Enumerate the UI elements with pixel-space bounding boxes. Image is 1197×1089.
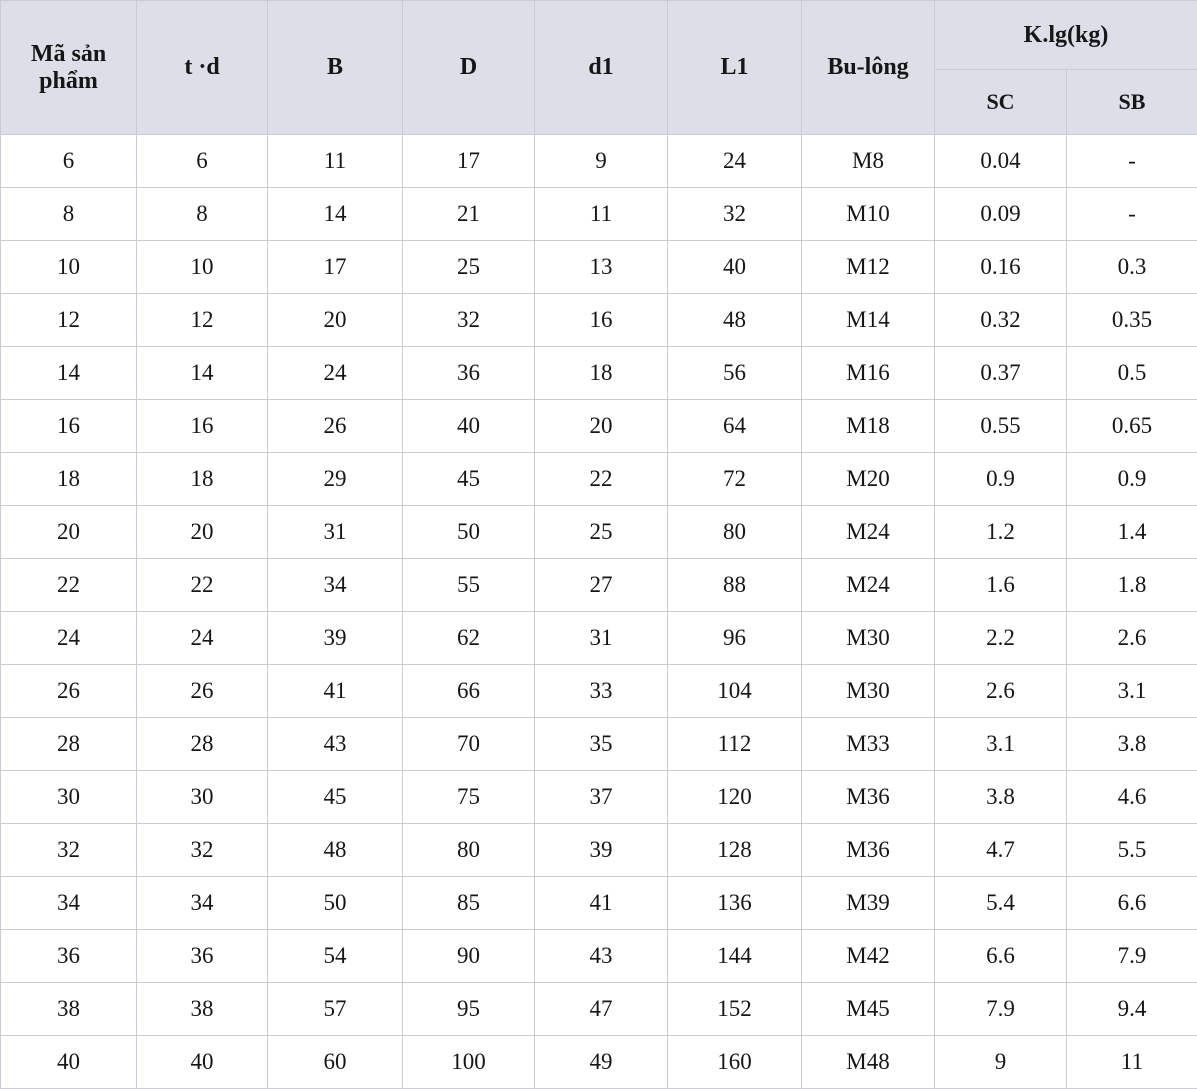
table-row bbox=[1, 188, 1197, 241]
table-cell: 37 bbox=[535, 771, 668, 824]
table-cell: 11 bbox=[535, 188, 668, 241]
table-cell: 32 bbox=[668, 188, 802, 241]
table-cell: 57 bbox=[268, 983, 403, 1036]
table-cell: 48 bbox=[668, 294, 802, 347]
table-cell: 62 bbox=[403, 612, 535, 665]
table-cell: 26 bbox=[137, 665, 268, 718]
table-cell: 75 bbox=[403, 771, 535, 824]
table-cell: M8 bbox=[802, 135, 935, 188]
table-cell: 0.09 bbox=[935, 188, 1067, 241]
table-cell: M24 bbox=[802, 506, 935, 559]
table-cell: 11 bbox=[268, 135, 403, 188]
table-cell: 49 bbox=[535, 1036, 668, 1089]
table-cell: M48 bbox=[802, 1036, 935, 1089]
table-cell: 21 bbox=[403, 188, 535, 241]
table-cell: 80 bbox=[403, 824, 535, 877]
table-cell: 160 bbox=[668, 1036, 802, 1089]
table-cell: 104 bbox=[668, 665, 802, 718]
column-header-b: B bbox=[268, 1, 403, 135]
table-row bbox=[1, 294, 1197, 347]
table-cell: M16 bbox=[802, 347, 935, 400]
table-cell: 3.1 bbox=[935, 718, 1067, 771]
table-cell: 0.9 bbox=[935, 453, 1067, 506]
table-cell: 9 bbox=[935, 1036, 1067, 1089]
table-row bbox=[1, 718, 1197, 771]
table-cell: 70 bbox=[403, 718, 535, 771]
table-cell: 40 bbox=[668, 241, 802, 294]
table-cell: 56 bbox=[668, 347, 802, 400]
table-cell: 40 bbox=[137, 1036, 268, 1089]
table-cell: M39 bbox=[802, 877, 935, 930]
table-cell: 112 bbox=[668, 718, 802, 771]
table-cell: 6 bbox=[1, 135, 137, 188]
table-cell: M20 bbox=[802, 453, 935, 506]
table-cell: 0.16 bbox=[935, 241, 1067, 294]
table-cell: 6.6 bbox=[935, 930, 1067, 983]
table-cell: M30 bbox=[802, 612, 935, 665]
table-row bbox=[1, 135, 1197, 188]
table-cell: 25 bbox=[403, 241, 535, 294]
table-cell: 2.6 bbox=[935, 665, 1067, 718]
table-cell: 30 bbox=[137, 771, 268, 824]
table-cell: 36 bbox=[1, 930, 137, 983]
table-cell: 18 bbox=[137, 453, 268, 506]
column-header-l1: L1 bbox=[668, 1, 802, 135]
table-cell: 7.9 bbox=[935, 983, 1067, 1036]
table-cell: 80 bbox=[668, 506, 802, 559]
table-cell: 39 bbox=[268, 612, 403, 665]
table-cell: 18 bbox=[1, 453, 137, 506]
table-cell: 26 bbox=[268, 400, 403, 453]
table-cell: 22 bbox=[137, 559, 268, 612]
table-cell: 0.32 bbox=[935, 294, 1067, 347]
table-cell: 50 bbox=[268, 877, 403, 930]
table-cell: 30 bbox=[1, 771, 137, 824]
table-cell: 43 bbox=[535, 930, 668, 983]
table-cell: 14 bbox=[1, 347, 137, 400]
table-cell: 0.3 bbox=[1067, 241, 1197, 294]
table-cell: 4.6 bbox=[1067, 771, 1197, 824]
table-cell: 20 bbox=[137, 506, 268, 559]
table-cell: 17 bbox=[403, 135, 535, 188]
table-cell: 45 bbox=[268, 771, 403, 824]
table-cell: 34 bbox=[268, 559, 403, 612]
table-cell: M12 bbox=[802, 241, 935, 294]
table-cell: M36 bbox=[802, 824, 935, 877]
table-cell: 1.2 bbox=[935, 506, 1067, 559]
table-cell: 41 bbox=[535, 877, 668, 930]
table-cell: 0.35 bbox=[1067, 294, 1197, 347]
table-cell: 22 bbox=[1, 559, 137, 612]
table-cell: 22 bbox=[535, 453, 668, 506]
table-cell: 2.6 bbox=[1067, 612, 1197, 665]
column-header-ma-san-pham: Mã sản phẩm bbox=[1, 1, 137, 135]
table-cell: 48 bbox=[268, 824, 403, 877]
table-cell: 55 bbox=[403, 559, 535, 612]
table-row bbox=[1, 241, 1197, 294]
table-cell: 95 bbox=[403, 983, 535, 1036]
table-cell: 13 bbox=[535, 241, 668, 294]
table-cell: 0.9 bbox=[1067, 453, 1197, 506]
table-cell: 41 bbox=[268, 665, 403, 718]
table-row bbox=[1, 877, 1197, 930]
table-row bbox=[1, 612, 1197, 665]
table-cell: 9.4 bbox=[1067, 983, 1197, 1036]
table-cell: 0.04 bbox=[935, 135, 1067, 188]
table-cell: 34 bbox=[137, 877, 268, 930]
table-row bbox=[1, 453, 1197, 506]
table-cell: 96 bbox=[668, 612, 802, 665]
table-cell: M18 bbox=[802, 400, 935, 453]
table-cell: 4.7 bbox=[935, 824, 1067, 877]
table-cell: 33 bbox=[535, 665, 668, 718]
table-cell: 90 bbox=[403, 930, 535, 983]
table-cell: M30 bbox=[802, 665, 935, 718]
table-cell: 72 bbox=[668, 453, 802, 506]
table-cell: M33 bbox=[802, 718, 935, 771]
table-cell: 60 bbox=[268, 1036, 403, 1089]
table-cell: 1.8 bbox=[1067, 559, 1197, 612]
table-cell: 8 bbox=[137, 188, 268, 241]
table-cell: 0.37 bbox=[935, 347, 1067, 400]
table-cell: 31 bbox=[535, 612, 668, 665]
table-cell: 0.65 bbox=[1067, 400, 1197, 453]
table-cell: 38 bbox=[1, 983, 137, 1036]
table-cell: 0.55 bbox=[935, 400, 1067, 453]
table-cell: 1.6 bbox=[935, 559, 1067, 612]
table-cell: M10 bbox=[802, 188, 935, 241]
table-cell: 20 bbox=[268, 294, 403, 347]
table-row bbox=[1, 400, 1197, 453]
table-cell: 24 bbox=[137, 612, 268, 665]
table-cell: 16 bbox=[137, 400, 268, 453]
table-row bbox=[1, 1036, 1197, 1089]
table-cell: 31 bbox=[268, 506, 403, 559]
table-row bbox=[1, 824, 1197, 877]
column-header-sb: SB bbox=[1067, 70, 1197, 135]
table-cell: 36 bbox=[137, 930, 268, 983]
table-cell: 32 bbox=[403, 294, 535, 347]
table-cell: 9 bbox=[535, 135, 668, 188]
column-header-d: D bbox=[403, 1, 535, 135]
table-cell: 3.8 bbox=[1067, 718, 1197, 771]
table-cell: 28 bbox=[137, 718, 268, 771]
table-cell: 3.8 bbox=[935, 771, 1067, 824]
table-cell: 120 bbox=[668, 771, 802, 824]
table-cell: 24 bbox=[268, 347, 403, 400]
table-cell: 10 bbox=[1, 241, 137, 294]
table-cell: 2.2 bbox=[935, 612, 1067, 665]
table-cell: 45 bbox=[403, 453, 535, 506]
table-cell: 50 bbox=[403, 506, 535, 559]
table-cell: 26 bbox=[1, 665, 137, 718]
table-cell: 47 bbox=[535, 983, 668, 1036]
table-cell: 17 bbox=[268, 241, 403, 294]
table-cell: 0.5 bbox=[1067, 347, 1197, 400]
table-cell: 20 bbox=[1, 506, 137, 559]
table-cell: M36 bbox=[802, 771, 935, 824]
table-cell: 144 bbox=[668, 930, 802, 983]
table-cell: 12 bbox=[137, 294, 268, 347]
table-cell: 29 bbox=[268, 453, 403, 506]
table-cell: 12 bbox=[1, 294, 137, 347]
table-cell: 20 bbox=[535, 400, 668, 453]
table-cell: 14 bbox=[137, 347, 268, 400]
table-cell: 66 bbox=[403, 665, 535, 718]
table-cell: 8 bbox=[1, 188, 137, 241]
table-cell: 128 bbox=[668, 824, 802, 877]
table-row bbox=[1, 930, 1197, 983]
table-cell: 38 bbox=[137, 983, 268, 1036]
table-cell: 16 bbox=[535, 294, 668, 347]
table-body bbox=[1, 135, 1197, 1089]
table-cell: M24 bbox=[802, 559, 935, 612]
table-cell: 5.5 bbox=[1067, 824, 1197, 877]
table-cell: 24 bbox=[1, 612, 137, 665]
table-cell: 136 bbox=[668, 877, 802, 930]
table-cell: 3.1 bbox=[1067, 665, 1197, 718]
table-cell: 5.4 bbox=[935, 877, 1067, 930]
table-cell: 6 bbox=[137, 135, 268, 188]
table-cell: 64 bbox=[668, 400, 802, 453]
table-cell: 16 bbox=[1, 400, 137, 453]
column-header-bu-long: Bu-lông bbox=[802, 1, 935, 135]
table-header bbox=[1, 1, 1197, 135]
table-cell: 40 bbox=[1, 1036, 137, 1089]
table-cell: 43 bbox=[268, 718, 403, 771]
table-cell: M42 bbox=[802, 930, 935, 983]
table-cell: 25 bbox=[535, 506, 668, 559]
table-cell: 1.4 bbox=[1067, 506, 1197, 559]
table-cell: M45 bbox=[802, 983, 935, 1036]
table-cell: 18 bbox=[535, 347, 668, 400]
table-cell: 100 bbox=[403, 1036, 535, 1089]
table-cell: 36 bbox=[403, 347, 535, 400]
table-cell: 85 bbox=[403, 877, 535, 930]
table-cell: 88 bbox=[668, 559, 802, 612]
table-cell: 152 bbox=[668, 983, 802, 1036]
column-header-group-klg: K.lg(kg) bbox=[935, 1, 1197, 70]
table-row bbox=[1, 559, 1197, 612]
table-cell: 32 bbox=[1, 824, 137, 877]
table-cell: 6.6 bbox=[1067, 877, 1197, 930]
column-header-td: t ·d bbox=[137, 1, 268, 135]
table-cell: 11 bbox=[1067, 1036, 1197, 1089]
table-cell: - bbox=[1067, 188, 1197, 241]
table-cell: M14 bbox=[802, 294, 935, 347]
table-cell: 35 bbox=[535, 718, 668, 771]
table-cell: 10 bbox=[137, 241, 268, 294]
table-cell: 7.9 bbox=[1067, 930, 1197, 983]
table-row bbox=[1, 506, 1197, 559]
table-cell: 40 bbox=[403, 400, 535, 453]
column-header-sc: SC bbox=[935, 70, 1067, 135]
table-row bbox=[1, 347, 1197, 400]
column-header-d1: d1 bbox=[535, 1, 668, 135]
table-cell: 39 bbox=[535, 824, 668, 877]
table-cell: - bbox=[1067, 135, 1197, 188]
table-row bbox=[1, 983, 1197, 1036]
table-cell: 27 bbox=[535, 559, 668, 612]
table-row bbox=[1, 665, 1197, 718]
table-cell: 24 bbox=[668, 135, 802, 188]
table-cell: 32 bbox=[137, 824, 268, 877]
header-row-main bbox=[1, 1, 1197, 70]
table-cell: 34 bbox=[1, 877, 137, 930]
table-row bbox=[1, 771, 1197, 824]
table-cell: 54 bbox=[268, 930, 403, 983]
table-cell: 14 bbox=[268, 188, 403, 241]
table-cell: 28 bbox=[1, 718, 137, 771]
